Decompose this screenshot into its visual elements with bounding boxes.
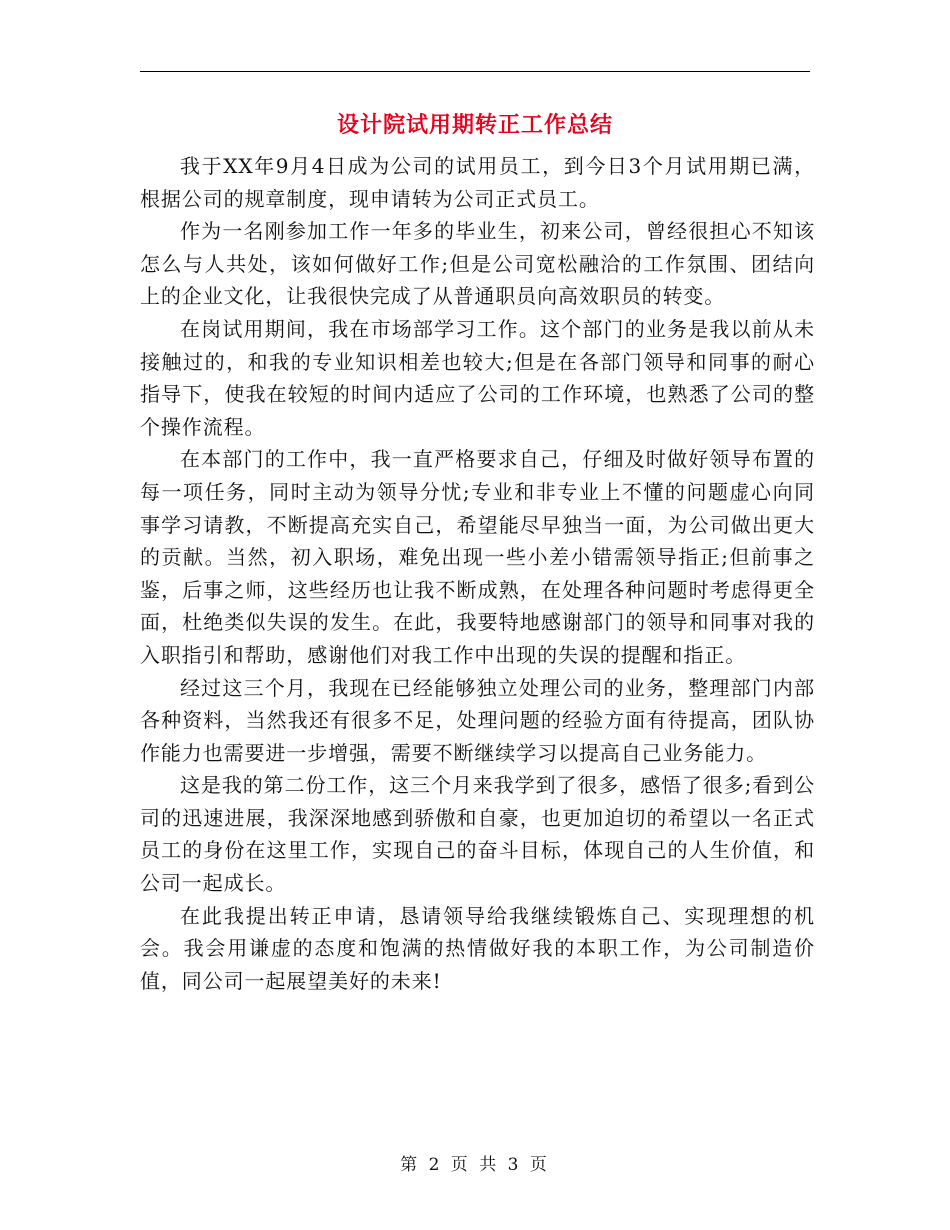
- paragraph: 我于XX年9月4日成为公司的试用员工，到今日3个月试用期已满，根据公司的规章制度，现申请转为公司正式员工。: [140, 154, 815, 211]
- document-body: [140, 150, 815, 997]
- paragraph: 在本部门的工作中，我一直严格要求自己，仔细及时做好领导布置的每一项任务，同时主动为领导分忧;专业和非专业上不懂的问题虚心向同事学习请教，不断提高充实自己，希望能尽早独当一面，为公司做出更大的贡献。当然，初入职场，难免出现一些小差小错需领导指正;但前事之鉴，后事之师，这些经历也让我不断成熟，在处理各种问题时考虑得更全面，杜绝类似失误的发生。在此，我要特地感谢部门的领导和同事对我的入职指引和帮助，感谢他们对我工作中出现的失误的提醒和指正。: [140, 447, 815, 667]
- page-number-footer: 第 2 页 共 3 页: [400, 1155, 550, 1175]
- document-title: 设计院试用期转正工作总结: [336, 112, 613, 138]
- paragraph: 这是我的第二份工作，这三个月来我学到了很多，感悟了很多;看到公司的迅速进展，我深深地感到骄傲和自豪，也更加迫切的希望以一名正式员工的身份在这里工作，实现自己的奋斗目标，体现自己的人生价值，和公司一起成长。: [140, 773, 815, 896]
- paragraph: 在岗试用期间，我在市场部学习工作。这个部门的业务是我以前从未接触过的，和我的专业知识相差也较大;但是在各部门领导和同事的耐心指导下，使我在较短的时间内适应了公司的工作环境，也熟悉了公司的整个操作流程。: [140, 316, 815, 439]
- paragraph: 在此我提出转正申请，恳请领导给我继续锻炼自己、实现理想的机会。我会用谦虚的态度和饱满的热情做好我的本职工作，为公司制造价值，同公司一起展望美好的未来!: [140, 903, 815, 993]
- paragraph: 经过这三个月，我现在已经能够独立处理公司的业务，整理部门内部各种资料，当然我还有很多不足，处理问题的经验方面有待提高，团队协作能力也需要进一步增强，需要不断继续学习以提高自己业务能力。: [140, 675, 815, 765]
- paragraph: 作为一名刚参加工作一年多的毕业生，初来公司，曾经很担心不知该怎么与人共处，该如何做好工作;但是公司宽松融洽的工作氛围、团结向上的企业文化，让我很快完成了从普通职员向高效职员的转变。: [140, 219, 815, 309]
- header-rule: [140, 71, 810, 72]
